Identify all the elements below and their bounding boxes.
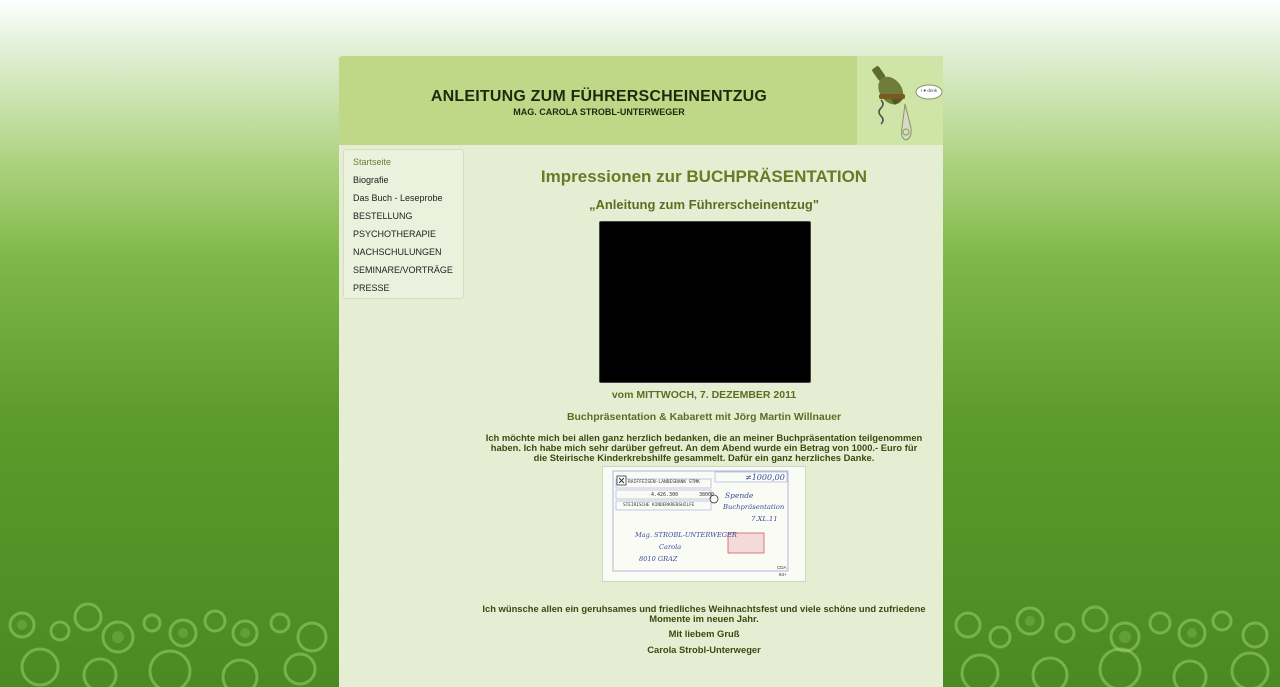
thanks-line-2: haben. Ich habe mich sehr darüber gefreut. An dem Abend wurde ein Betrag von 1000.- Euro für [490,442,918,453]
cheque-purpose-1: Spende [725,491,754,500]
cheque-bank: RAIFFEISEN-LANDESBANK STMK [628,480,700,485]
nav-item-biografie[interactable]: Biografie [353,175,389,185]
corkscrew-logo [857,56,943,145]
cheque-purpose-2: Buchpräsentation [723,503,785,511]
thanks-line-1: Ich möchte mich bei allen ganz herzlich bedanken, die an meiner Buchpräsentation teilgenommen [485,432,923,443]
nav-item-presse[interactable]: PRESSE [353,283,390,293]
nav-item-das-buch-leseprobe[interactable]: Das Buch - Leseprobe [353,193,443,203]
cheque-account: 4.426.300 [651,492,679,498]
donation-cheque-image [602,466,806,582]
cheque-blz: 38000 [699,492,715,498]
cheque-purpose-3: 7.XL.11 [751,515,778,523]
cheque-recipient: STEIRISCHE KINDERKREBSHILFE [623,503,695,508]
cheque-sender-1: Mag. STROBL-UNTERWEGER [635,531,737,539]
nav-item-psychotherapie[interactable]: PSYCHOTHERAPIE [353,229,437,239]
logo-tag-text: I ♥ drink [920,88,938,93]
cheque-amount: ≠1000,00 [745,473,785,482]
book-title: „Anleitung zum Führerscheinentzug" [588,197,820,212]
thanks-line-3: die Steirische Kinderkrebshilfe gesammelt. Dafür ein ganz herzliches Danke. [533,452,875,463]
cheque-sender-3: 8010 GRAZ [639,555,678,563]
nav-item-seminare-vortraege[interactable]: SEMINARE/VORTRÄGE [353,265,453,275]
nav-item-bestellung[interactable]: BESTELLUNG [353,211,413,221]
event-date: vom MITTWOCH, 7. DEZEMBER 2011 [611,389,797,401]
page-container [339,56,943,687]
wish-line-2: Momente im neuen Jahr. [649,613,759,624]
site-subtitle: MAG. CAROLA STROBL-UNTERWEGER [513,107,685,117]
corkscrew-icon [857,56,943,145]
wish-line-1: Ich wünsche allen ein geruhsames und friedliches Weihnachtsfest und viele schöne und zufriedene [482,603,926,614]
signature: Carola Strobl-Unterweger [647,644,761,655]
event-description: Buchpräsentation & Kabarett mit Jörg Martin Willnauer [566,411,842,423]
sidebar-nav [343,149,464,299]
cheque-code-2: 84+ [779,572,787,577]
greeting: Mit liebem Gruß [668,628,740,639]
site-title: ANLEITUNG ZUM FÜHRERSCHEINENTZUG [430,88,768,105]
site-header [339,56,943,145]
nav-item-nachschulungen[interactable]: NACHSCHULUNGEN [353,247,442,257]
cheque-code-1: CDA [777,565,787,570]
page-heading: Impressionen zur BUCHPRÄSENTATION [540,167,868,186]
video-player[interactable] [599,221,811,383]
nav-item-startseite[interactable]: Startseite [353,157,392,167]
cheque-sender-2: Carola [659,543,682,551]
